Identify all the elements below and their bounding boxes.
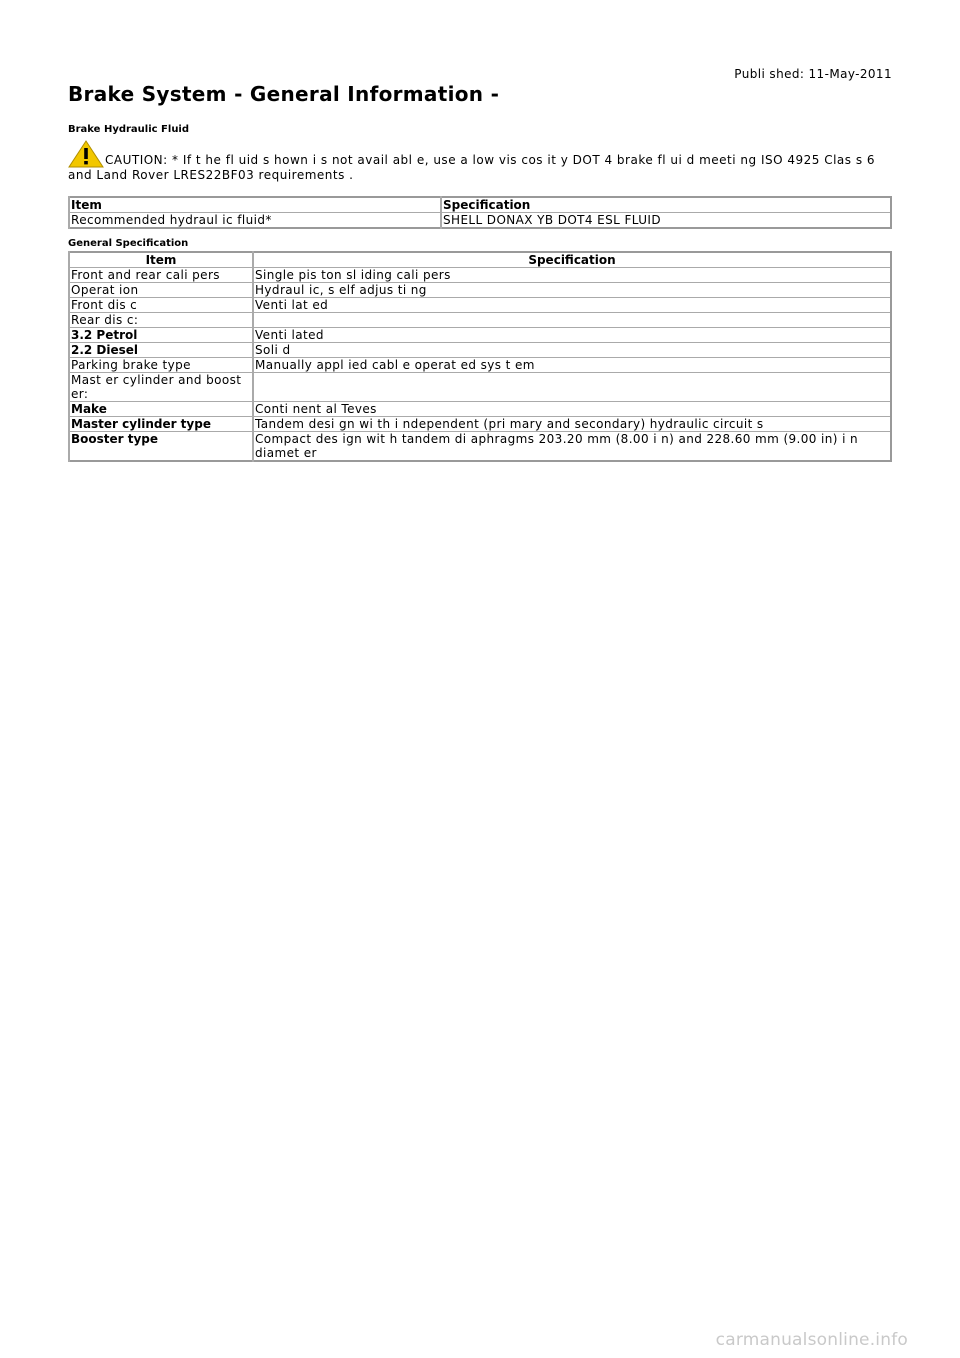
section-title-general-specification: General Specification (68, 238, 189, 249)
table-row (69, 298, 891, 313)
table-row (69, 283, 891, 298)
table-row (69, 402, 891, 417)
column-header-specification: Specification (441, 197, 891, 213)
cell-item: Parking brake type (69, 358, 253, 373)
table-row (69, 343, 891, 358)
cell-specification: Single pis ton sl iding cali pers (253, 268, 891, 283)
warning-triangle-icon (68, 140, 104, 168)
caution-note (68, 140, 892, 183)
cell-specification: SHELL DONAX YB DOT4 ESL FLUID (441, 213, 891, 229)
footer-watermark: carmanualsonline.info (715, 1330, 908, 1350)
column-header-specification: Specification (253, 252, 891, 268)
table-row (69, 328, 891, 343)
cell-specification: Compact des ign wit h tandem di aphragms 203.20 mm (8.00 i n) and 228.60 mm (9.00 in) i n diamet er (253, 432, 891, 462)
cell-item: Master cylinder type (69, 417, 253, 432)
cell-specification: Venti lated (253, 328, 891, 343)
cell-item: Front dis c (69, 298, 253, 313)
table-header-row (69, 252, 891, 268)
fluid-spec-table (68, 196, 892, 229)
table-row (69, 373, 891, 402)
cell-item: 3.2 Petrol (69, 328, 253, 343)
cell-item: Operat ion (69, 283, 253, 298)
column-header-item: Item (69, 197, 441, 213)
cell-specification: Hydraul ic, s elf adjus ti ng (253, 283, 891, 298)
cell-specification (253, 373, 891, 402)
table-row (69, 432, 891, 462)
table-row (69, 358, 891, 373)
page-title: Brake System - General Information - (68, 82, 500, 106)
caution-text: CAUTION: * If t he fl uid s hown i s not avail abl e, use a low vis cos it y DOT 4 brake fl ui d meeti ng ISO 4925 Clas s 6 and Land Rover LRES22BF03 requirements . (68, 153, 876, 182)
cell-specification: Venti lat ed (253, 298, 891, 313)
table-row (69, 313, 891, 328)
table-header-row (69, 197, 891, 213)
section-title-brake-hydraulic-fluid: Brake Hydraulic Fluid (68, 124, 190, 135)
cell-item: 2.2 Diesel (69, 343, 253, 358)
cell-specification: Tandem desi gn wi th i ndependent (pri mary and secondary) hydraulic circuit s (253, 417, 891, 432)
cell-item: Front and rear cali pers (69, 268, 253, 283)
cell-specification (253, 313, 891, 328)
table-row (69, 268, 891, 283)
table-row (69, 417, 891, 432)
cell-specification: Soli d (253, 343, 891, 358)
general-spec-table (68, 251, 892, 462)
column-header-item: Item (69, 252, 253, 268)
cell-specification: Manually appl ied cabl e operat ed sys t em (253, 358, 891, 373)
cell-item: Recommended hydraul ic fluid* (69, 213, 441, 229)
cell-item: Make (69, 402, 253, 417)
cell-item: Mast er cylinder and boost er: (69, 373, 253, 402)
table-row (69, 213, 891, 229)
cell-specification: Conti nent al Teves (253, 402, 891, 417)
cell-item: Booster type (69, 432, 253, 462)
published-date: Publi shed: 11-May-2011 (734, 67, 892, 81)
cell-item: Rear dis c: (69, 313, 253, 328)
